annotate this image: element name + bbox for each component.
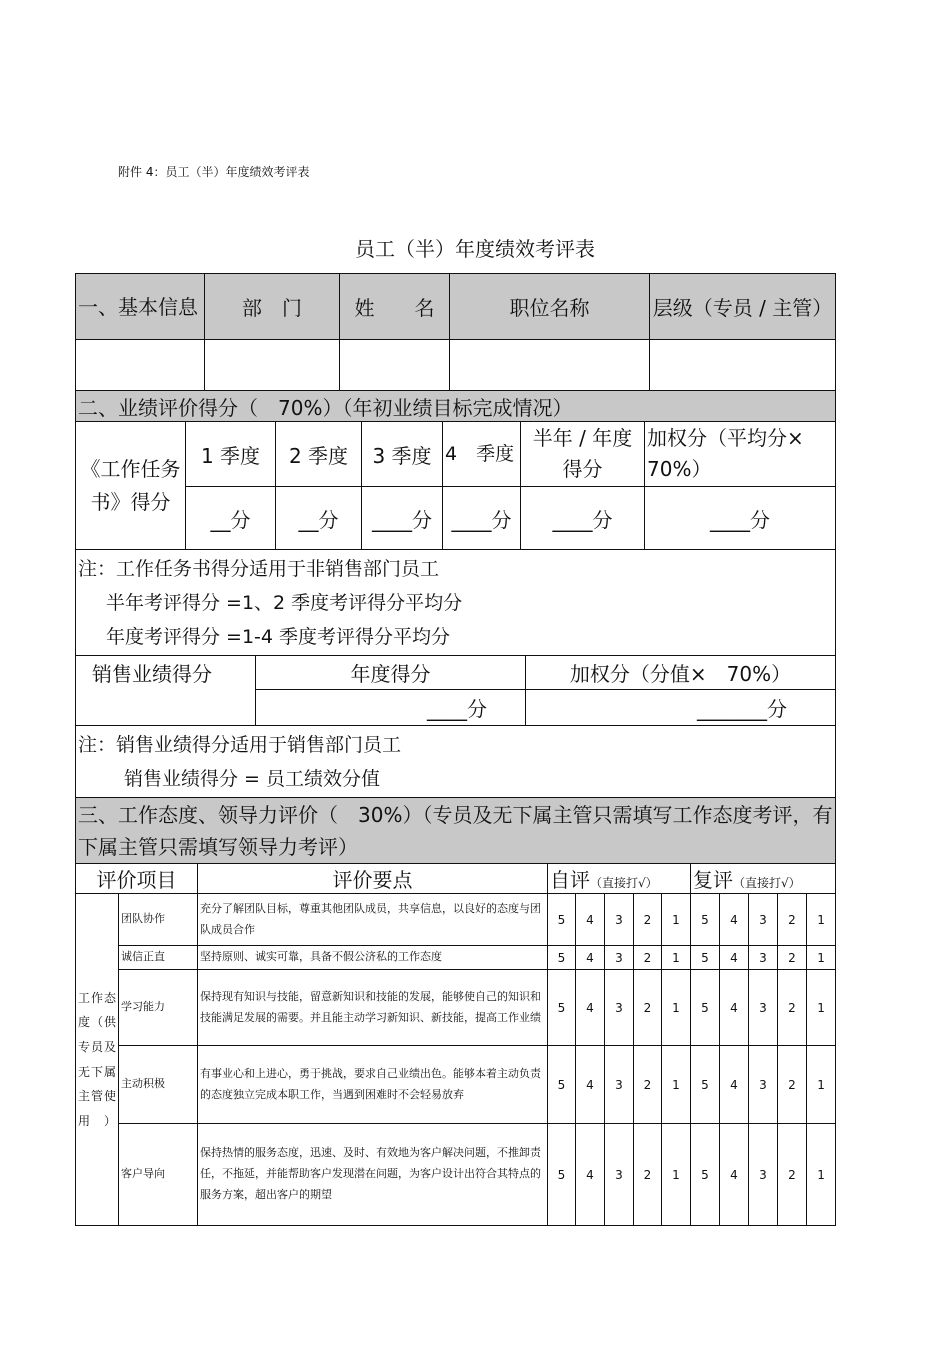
note-line: 注：工作任务书得分适用于非销售部门员工 [78, 557, 440, 580]
weighted-score: 加权分（平均分× 70%） [645, 422, 836, 487]
review-score-1[interactable]: 1 [807, 946, 836, 970]
self-score-1[interactable]: 1 [662, 970, 691, 1046]
review-score-4[interactable]: 4 [720, 970, 749, 1046]
review-score-3[interactable]: 3 [749, 894, 778, 946]
review-score-1[interactable]: 1 [807, 1046, 836, 1124]
review-header [691, 864, 836, 894]
self-score-4[interactable]: 4 [576, 970, 605, 1046]
item-initiative: 主动积极 [119, 1046, 198, 1124]
self-score-5[interactable]: 5 [548, 1046, 576, 1124]
review-score-1[interactable]: 1 [807, 894, 836, 946]
performance-section-title: 二、业绩评价得分（ 70%）（年初业绩目标完成情况） [76, 391, 836, 422]
review-score-5[interactable]: 5 [691, 894, 720, 946]
form-title: 员工（半）年度绩效考评表 [355, 237, 595, 261]
review-score-2[interactable]: 2 [778, 894, 807, 946]
self-eval-header [548, 864, 691, 894]
self-score-2[interactable]: 2 [634, 1124, 662, 1226]
attitude-table [75, 797, 836, 1226]
note-line: 半年考评得分 =1、2 季度考评得分平均分 [106, 591, 463, 614]
self-score-4[interactable]: 4 [576, 946, 605, 970]
review-score-5[interactable]: 5 [691, 946, 720, 970]
review-score-4[interactable]: 4 [720, 1124, 749, 1226]
q1-score-blank[interactable]: __分 [186, 487, 276, 550]
item-learning-ability: 学习能力 [119, 970, 198, 1046]
self-score-1[interactable]: 1 [662, 894, 691, 946]
annual-score-blank[interactable]: ____分 [256, 690, 526, 726]
self-score-1[interactable]: 1 [662, 1046, 691, 1124]
item-integrity: 诚信正直 [119, 946, 198, 970]
desc-customer-orientation: 保持热情的服务态度，迅速、及时、有效地为客户解决问题，不推卸责任，不拖延，并能帮助客户发现潜在问题，为客户设计出符合其特点的服务方案，超出客户的期望 [198, 1124, 548, 1226]
desc-initiative: 有事业心和上进心，勇于挑战，要求自己业绩出色。能够本着主动负责的态度独立完成本职工作，当遇到困难时不会轻易放弃 [198, 1046, 548, 1124]
review-score-3[interactable]: 3 [749, 1124, 778, 1226]
review-score-5[interactable]: 5 [691, 1046, 720, 1124]
attitude-section-title: 三、工作态度、领导力评价（ 30%）（专员及无下属主管只需填写工作态度考评，有下属主管只需填写领导力考评） [76, 798, 836, 864]
eval-points-header: 评价要点 [198, 864, 548, 894]
review-hint: （直接打√） [733, 876, 801, 890]
header-position: 职位名称 [450, 274, 650, 340]
q4-score-blank[interactable]: ____分 [443, 487, 521, 550]
note-line: 年度考评得分 =1-4 季度考评得分平均分 [106, 625, 451, 648]
review-score-5[interactable]: 5 [691, 970, 720, 1046]
desc-team-collaboration: 充分了解团队目标，尊重其他团队成员，共享信息，以良好的态度与团队成员合作 [198, 894, 548, 946]
review-score-1[interactable]: 1 [807, 1124, 836, 1226]
review-score-2[interactable]: 2 [778, 1124, 807, 1226]
basic-info-table [75, 273, 836, 391]
self-score-3[interactable]: 3 [605, 970, 634, 1046]
appraisal-form [75, 273, 835, 1226]
note-line: 注：销售业绩得分适用于销售部门员工 [78, 733, 402, 756]
task-book-label: 《工作任务书》得分 [76, 422, 186, 550]
review-score-2[interactable]: 2 [778, 1046, 807, 1124]
review-score-1[interactable]: 1 [807, 970, 836, 1046]
performance-table [75, 390, 836, 656]
self-score-2[interactable]: 2 [634, 946, 662, 970]
half-year-score-blank[interactable]: ____分 [521, 487, 645, 550]
annual-score-header: 年度得分 [256, 656, 526, 690]
sales-score-label: 销售业绩得分 [76, 656, 256, 726]
review-score-2[interactable]: 2 [778, 970, 807, 1046]
half-year-score: 半年 / 年度得分 [521, 422, 645, 487]
weighted-score-blank[interactable]: ____分 [645, 487, 836, 550]
review-score-3[interactable]: 3 [749, 1046, 778, 1124]
self-score-4[interactable]: 4 [576, 1046, 605, 1124]
self-score-3[interactable]: 3 [605, 894, 634, 946]
self-eval-hint: （直接打√） [590, 876, 658, 890]
eval-item-header: 评价项目 [76, 864, 198, 894]
header-name: 姓 名 [340, 274, 450, 340]
review-score-4[interactable]: 4 [720, 894, 749, 946]
sales-weighted-header: 加权分（分值× 70%） [526, 656, 836, 690]
level-input[interactable] [650, 340, 836, 391]
self-score-1[interactable]: 1 [662, 1124, 691, 1226]
header-level: 层级（专员 / 主管） [650, 274, 836, 340]
sales-note [76, 726, 836, 798]
name-input[interactable] [340, 340, 450, 391]
basic-info-section-title: 一、基本信息 [76, 274, 205, 340]
self-score-3[interactable]: 3 [605, 1046, 634, 1124]
quarter-2: 2 季度 [276, 422, 362, 487]
self-score-2[interactable]: 2 [634, 1046, 662, 1124]
review-score-2[interactable]: 2 [778, 946, 807, 970]
self-score-4[interactable]: 4 [576, 1124, 605, 1226]
review-score-3[interactable]: 3 [749, 946, 778, 970]
note-line: 销售业绩得分 = 员工绩效分值 [124, 767, 380, 790]
attachment-label: 附件 4：员工（半）年度绩效考评表 [118, 165, 310, 179]
q3-score-blank[interactable]: ____分 [362, 487, 443, 550]
item-customer-orientation: 客户导向 [119, 1124, 198, 1226]
quarter-3: 3 季度 [362, 422, 443, 487]
self-score-3[interactable]: 3 [605, 1124, 634, 1226]
self-score-5[interactable]: 5 [548, 946, 576, 970]
self-score-5[interactable]: 5 [548, 970, 576, 1046]
review-score-4[interactable]: 4 [720, 946, 749, 970]
self-score-1[interactable]: 1 [662, 946, 691, 970]
self-score-5[interactable]: 5 [548, 894, 576, 946]
department-input[interactable] [205, 340, 340, 391]
self-eval-label: 自评 [550, 868, 590, 892]
desc-learning-ability: 保持现有知识与技能，留意新知识和技能的发展，能够使自己的知识和技能满足发展的需要。并且能主动学习新知识、新技能，提高工作业绩 [198, 970, 548, 1046]
task-book-note [76, 550, 836, 656]
self-score-3[interactable]: 3 [605, 946, 634, 970]
item-team-collaboration: 团队协作 [119, 894, 198, 946]
self-score-4[interactable]: 4 [576, 894, 605, 946]
sales-weighted-blank[interactable]: _______分 [526, 690, 836, 726]
desc-integrity: 坚持原则、诚实可靠，具备不假公济私的工作态度 [198, 946, 548, 970]
sales-table [75, 655, 836, 798]
header-department: 部 门 [205, 274, 340, 340]
review-score-3[interactable]: 3 [749, 970, 778, 1046]
review-label: 复评 [693, 868, 733, 892]
self-score-2[interactable]: 2 [634, 970, 662, 1046]
self-score-5[interactable]: 5 [548, 1124, 576, 1226]
review-score-5[interactable]: 5 [691, 1124, 720, 1226]
basic-info-blank[interactable] [76, 340, 205, 391]
position-input[interactable] [450, 340, 650, 391]
self-score-2[interactable]: 2 [634, 894, 662, 946]
review-score-4[interactable]: 4 [720, 1046, 749, 1124]
q2-score-blank[interactable]: __分 [276, 487, 362, 550]
quarter-4: 4 季度 [443, 422, 521, 487]
work-attitude-category: 工作态度（供专员及无下属主管使用） [76, 894, 119, 1226]
quarter-1: 1 季度 [186, 422, 276, 487]
